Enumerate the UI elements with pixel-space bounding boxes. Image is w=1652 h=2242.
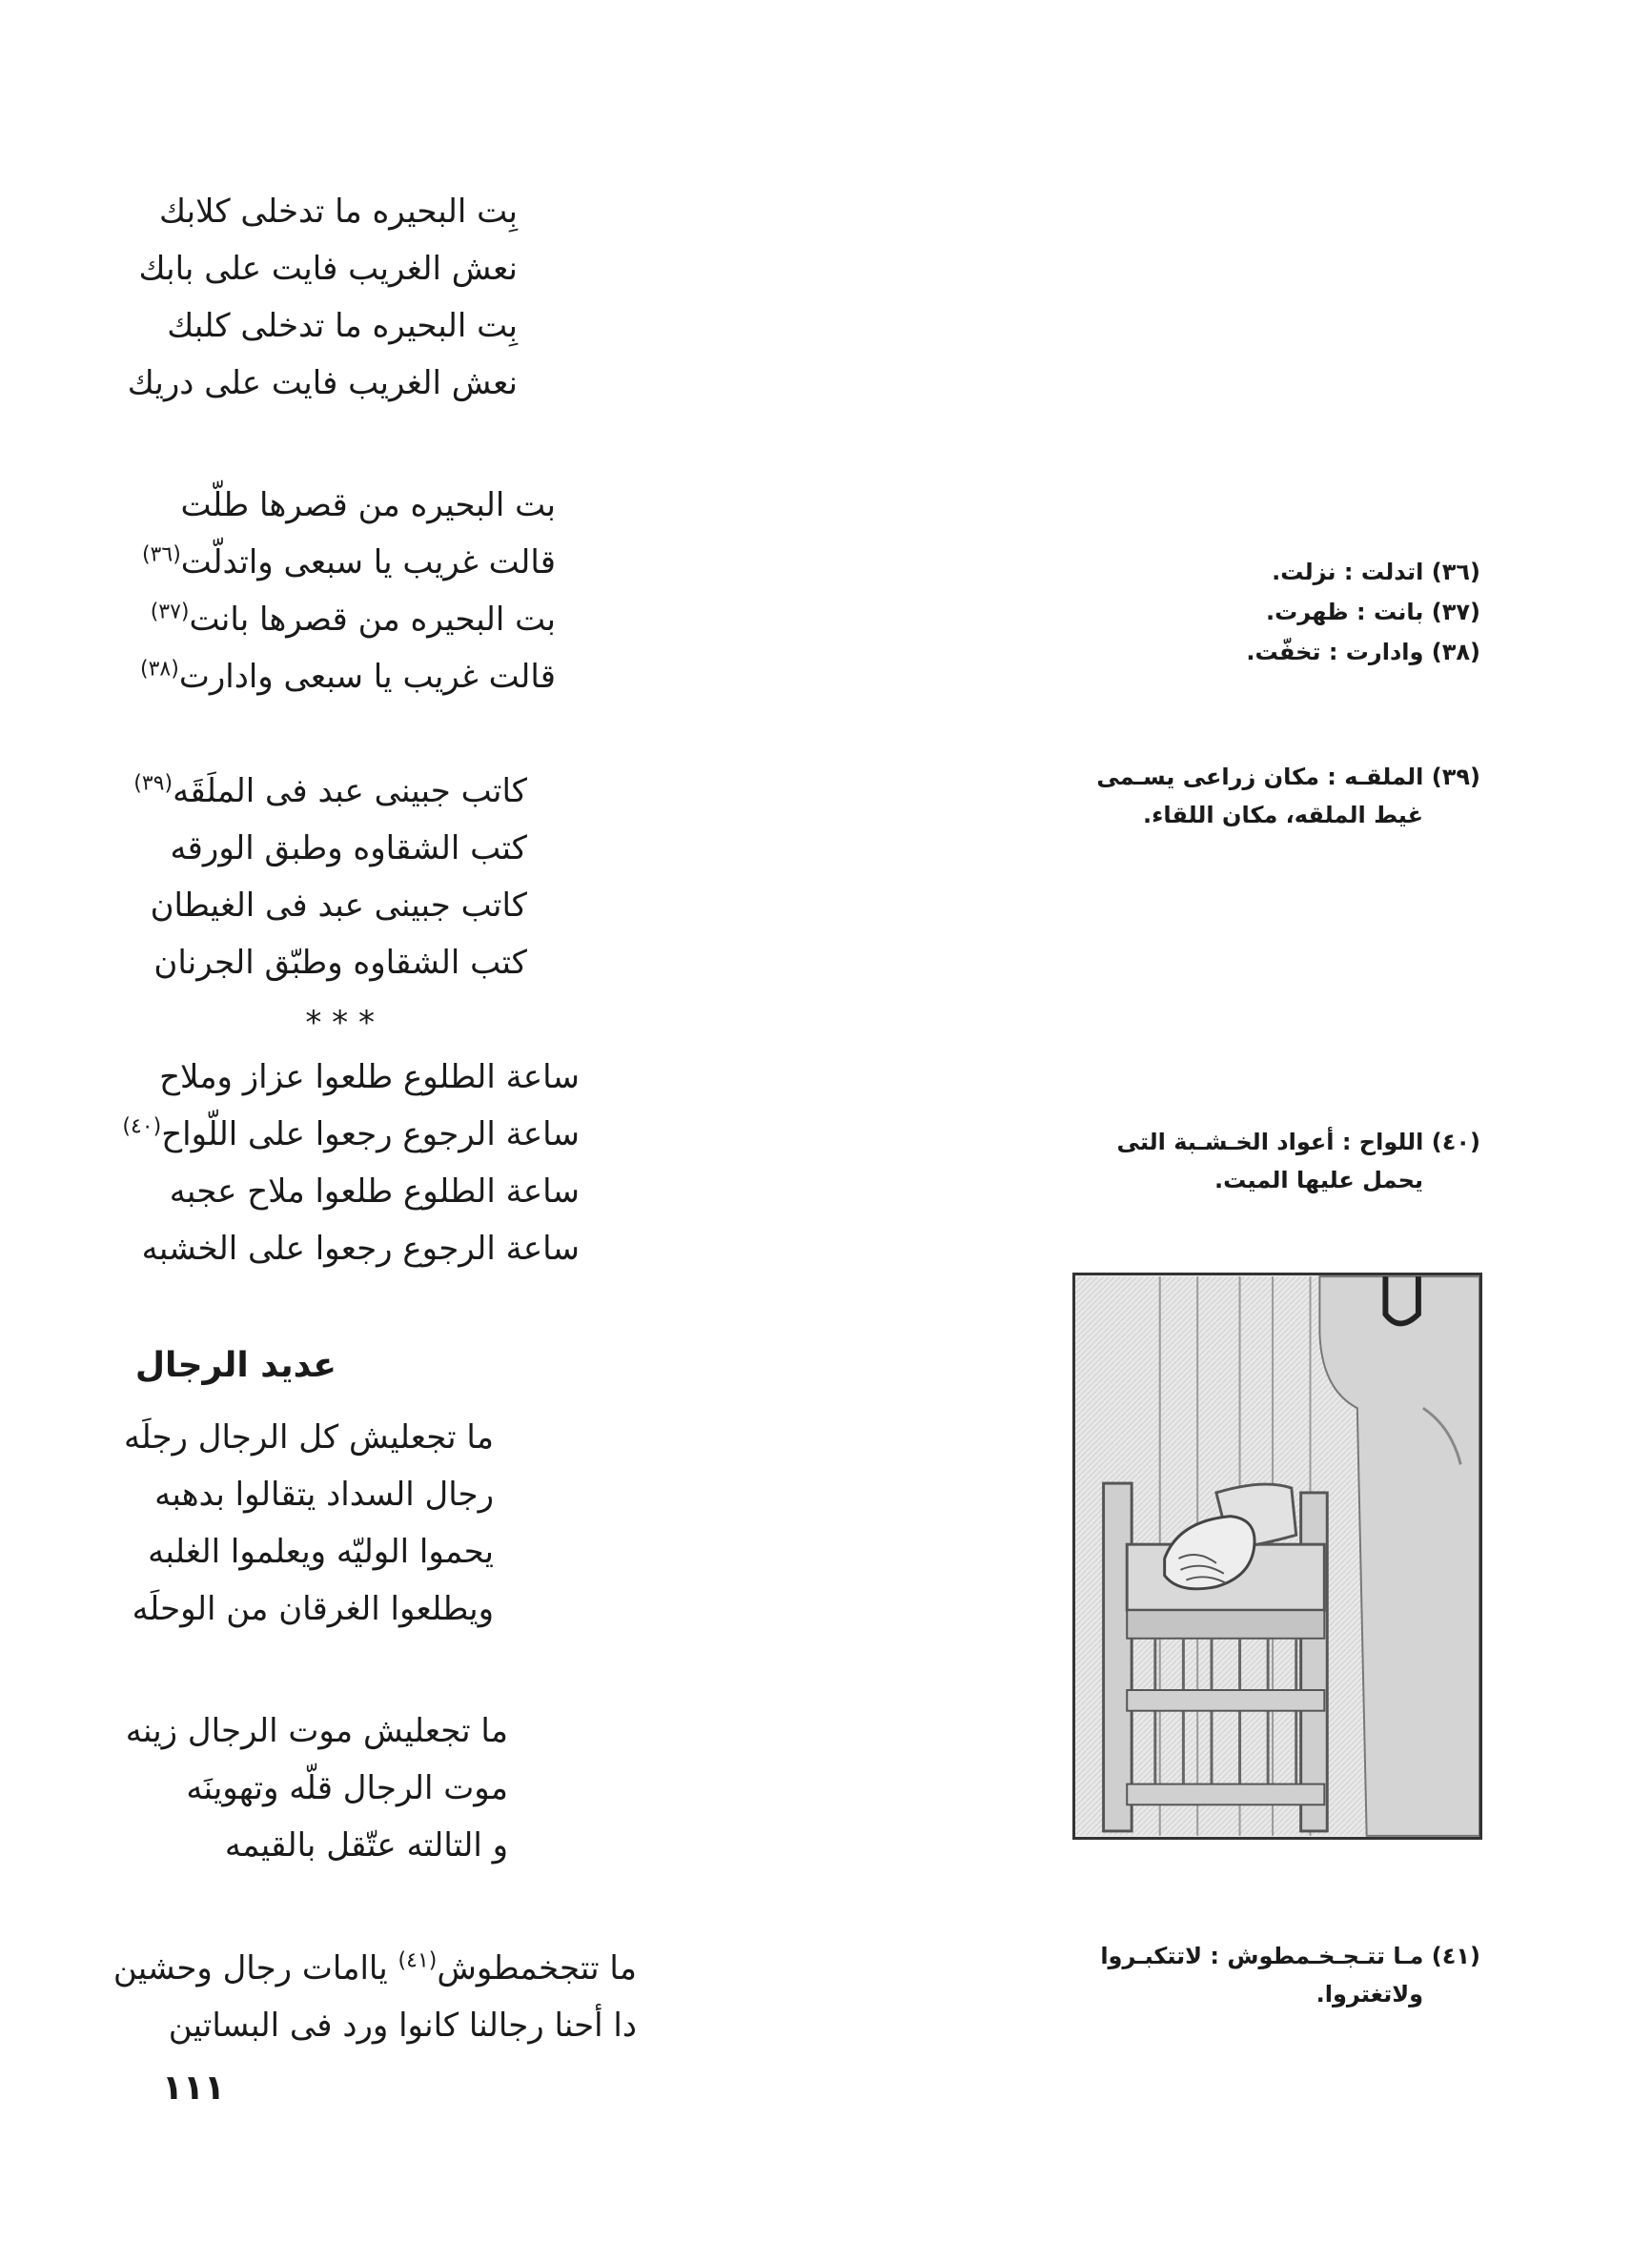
stanza-3 bbox=[133, 763, 527, 991]
verse-text: قالت غريب يا سبعى وادارت bbox=[178, 658, 556, 696]
bier-illustration bbox=[1072, 1273, 1482, 1840]
verse-line: ما تجعليش كل الرجال رجلَه bbox=[124, 1418, 494, 1457]
footnote-ref: (٣٧) bbox=[150, 600, 190, 624]
verse-line: ساعة الرجوع رجعوا على الخشبه bbox=[141, 1230, 580, 1268]
verse-line bbox=[133, 763, 527, 820]
section-heading: عديد الرجال bbox=[134, 1346, 337, 1385]
verse-line: موت الرجال قلّه وتهوينَه bbox=[186, 1769, 508, 1807]
footnote-36: (٣٦) اتدلت : نزلت. bbox=[1272, 559, 1480, 585]
footnote-ref: (٣٦) bbox=[141, 542, 181, 567]
verse-line: ساعة الطلوع طلعوا ملاح عجبه bbox=[169, 1172, 580, 1211]
footnote-38: (٣٨) وادارت : تخفّت. bbox=[1246, 639, 1480, 665]
footnote-ref: (٤٠) bbox=[122, 1114, 162, 1139]
verse-text: كاتب جبينى عبد فى الملَقَه bbox=[173, 772, 527, 810]
verse-line: دا أحنا رجالنا كانوا ورد فى البساتين bbox=[168, 2007, 637, 2045]
footnote-ref: (٤١) bbox=[398, 1948, 438, 1973]
footnote-40 bbox=[1117, 1123, 1480, 1199]
verse-line bbox=[113, 1940, 637, 1997]
footnote-line: (٤١) مـا تتـجـخـمطوش : لاتتكبـروا bbox=[1100, 1943, 1480, 1969]
stanza-4 bbox=[122, 1049, 580, 1277]
footnote-line: غيط الملقه، مكان اللقاء. bbox=[1142, 802, 1423, 828]
verse-line: بِت البحيره ما تدخلى كلابك bbox=[158, 193, 518, 231]
footnote-ref: (٣٩) bbox=[133, 771, 173, 796]
page-number: ١١١ bbox=[162, 2069, 225, 2108]
footnote-line: (٤٠) اللواح : أعواد الخـشـبة التى bbox=[1116, 1129, 1480, 1155]
bier-drawing bbox=[1075, 1275, 1479, 1837]
footnote-41 bbox=[1100, 1937, 1480, 2013]
verse-line: و التالته عتّقل بالقيمه bbox=[224, 1826, 508, 1865]
verse-line bbox=[140, 534, 556, 591]
verse-line: ساعة الطلوع طلعوا عزاز وملاح bbox=[159, 1058, 580, 1096]
footnote-37: (٣٧) بانت : ظهرت. bbox=[1266, 599, 1480, 625]
verse-line: ما تجعليش موت الرجال زينه bbox=[125, 1712, 508, 1750]
verse-line bbox=[122, 1106, 580, 1163]
footnote-ref: (٣٨) bbox=[140, 657, 179, 682]
verse-line: رجال السداد يتقالوا بدهبه bbox=[154, 1476, 494, 1514]
verse-line bbox=[140, 591, 556, 648]
footnote-39 bbox=[1096, 758, 1480, 834]
stanza-1 bbox=[128, 183, 518, 412]
verse-text: ساعة الرجوع رجعوا على اللّواح bbox=[161, 1115, 580, 1153]
verse-line: كتب الشقاوه وطبّق الجرنان bbox=[153, 944, 527, 982]
stanza-7 bbox=[113, 1940, 637, 2054]
verse-text: بت البحيره من قصرها بانت bbox=[189, 601, 556, 639]
verse-line: يحموا الوليّه ويعلموا الغلبه bbox=[148, 1533, 494, 1571]
verse-line: نعش الغريب فايت على بابك bbox=[138, 250, 518, 288]
stanza-6 bbox=[126, 1702, 508, 1874]
footnote-line: ولاتغتروا. bbox=[1315, 1981, 1423, 2008]
verse-line: بت البحيره من قصرها طلّت bbox=[180, 486, 556, 524]
verse-text: قالت غريب يا سبعى واتدلّت bbox=[180, 543, 556, 581]
section-separator: * * * bbox=[305, 1004, 375, 1042]
verse-line: نعش الغريب فايت على دريك bbox=[127, 364, 518, 402]
verse-line: ويطلعوا الغرقان من الوحلَه bbox=[132, 1590, 494, 1628]
verse-text: ما تتجخمطوش bbox=[437, 1949, 637, 1987]
verse-text: ياامات رجال وحشين bbox=[112, 1949, 398, 1987]
footnote-line: (٣٩) الملقـه : مكان زراعى يسـمى bbox=[1096, 764, 1480, 790]
footnote-line: يحمل عليها الميت. bbox=[1214, 1167, 1423, 1193]
verse-line: بِت البحيره ما تدخلى كلبك bbox=[167, 307, 518, 345]
stanza-5 bbox=[124, 1409, 494, 1638]
stanza-2 bbox=[140, 477, 556, 705]
verse-line bbox=[140, 648, 556, 705]
verse-line: كتب الشقاوه وطبق الورقه bbox=[170, 829, 527, 867]
verse-line: كاتب جبينى عبد فى الغيطان bbox=[150, 887, 527, 925]
